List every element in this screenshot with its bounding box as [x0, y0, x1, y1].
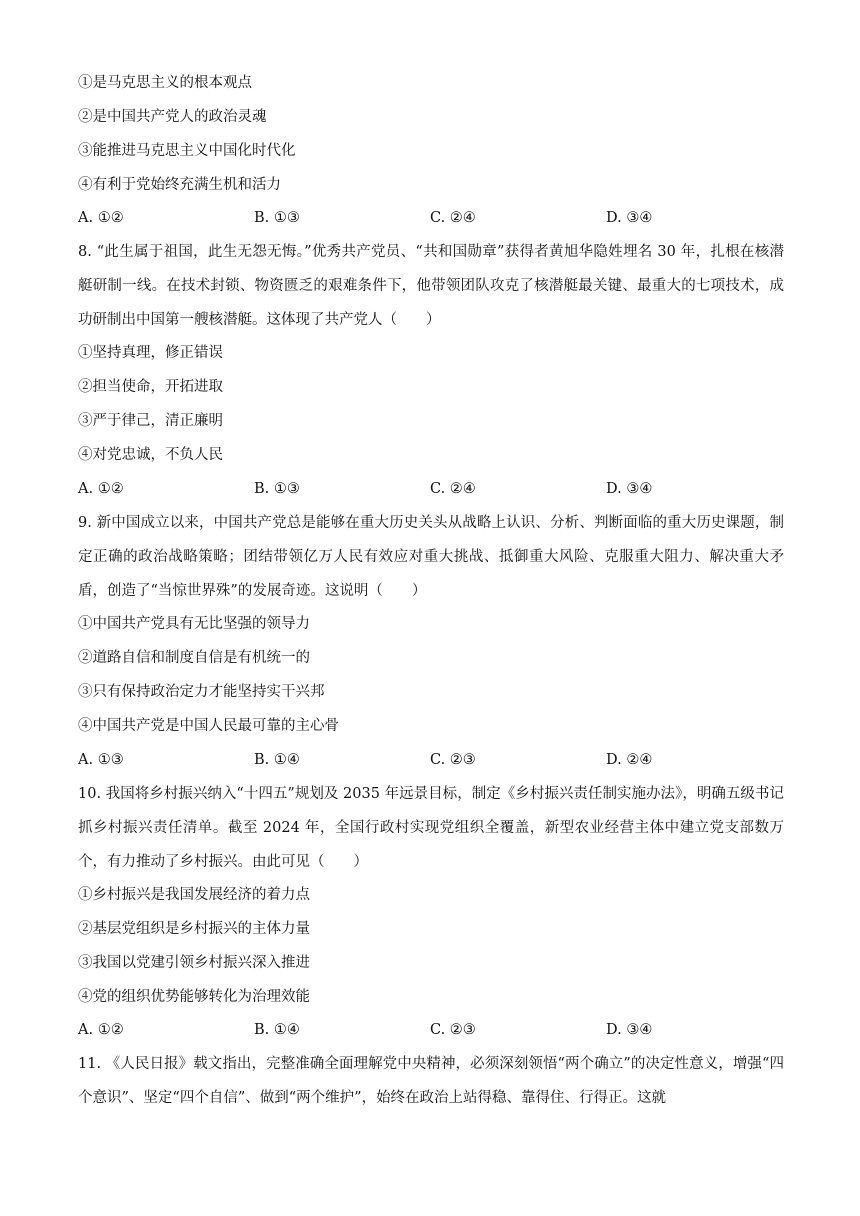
q10-item-3: ③我国以党建引领乡村振兴深入推进: [78, 955, 310, 971]
q8-item-2: ②担当使命，开拓进取: [78, 379, 223, 395]
q7-option-d: D. ③④: [606, 210, 653, 226]
q10-item-2: ②基层党组织是乡村振兴的主体力量: [78, 921, 310, 937]
q9-options: [78, 750, 798, 770]
q8-options: [78, 479, 798, 499]
q7-item-1: ①是马克思主义的根本观点: [78, 75, 252, 91]
q10-item-1: ①乡村振兴是我国发展经济的着力点: [78, 887, 310, 903]
q8-option-b: B. ①③: [254, 481, 300, 497]
q9-option-d: D. ②④: [606, 752, 653, 768]
q7-item-2: ②是中国共产党人的政治灵魂: [78, 109, 267, 125]
q9-item-4: ④中国共产党是中国人民最可靠的主心骨: [78, 718, 339, 734]
q8-stem: 8. “此生属于祖国，此生无怨无悔。”优秀共产党员、“共和国勋章”获得者黄旭华隐姓埋名 30 年，扎根在核潜艇研制一线。在技术封锁、物资匮乏的艰难条件下，他带领团队攻克了核潜艇最关键、最重大的七项技术，成功研制出中国第一艘核潜艇。这体现了共产党人（ ）: [78, 244, 784, 328]
q7-option-b: B. ①③: [254, 210, 300, 226]
q8-item-3: ③严于律己，清正廉明: [78, 413, 223, 429]
q9-option-c: C. ②③: [430, 752, 476, 768]
q7-item-3: ③能推进马克思主义中国化时代化: [78, 143, 296, 159]
q9-item-1: ①中国共产党具有无比坚强的领导力: [78, 616, 310, 632]
q8-option-d: D. ③④: [606, 481, 653, 497]
q8-option-a: A. ①②: [78, 481, 124, 497]
q8-item-4: ④对党忠诚，不负人民: [78, 447, 223, 463]
q9-option-a: A. ①③: [78, 752, 124, 768]
q10-stem: 10. 我国将乡村振兴纳入“十四五”规划及 2035 年远景目标，制定《乡村振兴责任制实施办法》，明确五级书记抓乡村振兴责任清单。截至 2024 年，全国行政村实现党组织全覆盖，新型农业经营主体中建立党支部数万个，有力推动了乡村振兴。由此可见（ ）: [78, 786, 784, 870]
q10-option-b: B. ①④: [254, 1022, 300, 1038]
q7-options: [78, 208, 798, 228]
q10-option-c: C. ②③: [430, 1022, 476, 1038]
q7-item-4: ④有利于党始终充满生机和活力: [78, 177, 281, 193]
q9-stem: 9. 新中国成立以来，中国共产党总是能够在重大历史关头从战略上认识、分析、判断面临的重大历史课题，制定正确的政治战略策略；团结带领亿万人民有效应对重大挑战、抵御重大风险、克服重大阻力、解决重大矛盾，创造了“当惊世界殊”的发展奇迹。这说明（ ）: [78, 515, 784, 599]
q10-item-4: ④党的组织优势能够转化为治理效能: [78, 989, 310, 1005]
q11-stem: 11. 《人民日报》载文指出，完整准确全面理解党中央精神，必须深刻领悟“两个确立”的决定性意义，增强“四个意识”、坚定“四个自信”、做到“两个维护”，始终在政治上站得稳、靠得住、行得正。这就: [78, 1056, 784, 1106]
q8-option-c: C. ②④: [430, 481, 476, 497]
q7-option-a: A. ①②: [78, 210, 124, 226]
q7-option-c: C. ②④: [430, 210, 476, 226]
q9-option-b: B. ①④: [254, 752, 300, 768]
q9-item-3: ③只有保持政治定力才能坚持实干兴邦: [78, 684, 325, 700]
q10-option-a: A. ①②: [78, 1022, 124, 1038]
q10-options: [78, 1020, 798, 1040]
q9-item-2: ②道路自信和制度自信是有机统一的: [78, 650, 310, 666]
q8-item-1: ①坚持真理，修正错误: [78, 345, 223, 361]
q10-option-d: D. ③④: [606, 1022, 653, 1038]
